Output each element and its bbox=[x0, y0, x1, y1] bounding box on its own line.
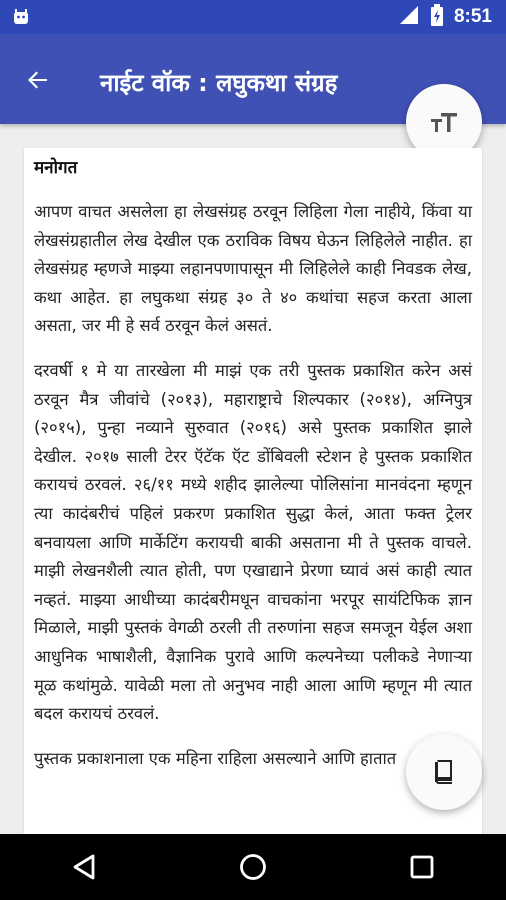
nav-recents-button[interactable] bbox=[392, 837, 452, 897]
page-title: नाईट वॉक : लघुकथा संग्रह bbox=[100, 69, 338, 97]
paragraph: दरवर्षी १ मे या तारखेला मी माझं एक तरी पुस्तक प्रकाशित करेन असं ठरवून मैत्र जीवांचे (२०१३), महाराष्ट्राचे शिल्पकार (२०१४), अग्निपुत्र (२०१५), पुन्हा नव्याने सुरुवात (२०१६) असे पुस्तक प्रकाशित झाले देखील. २०१७ साली टेरर ऍटॅक ऍट डोंबिवली स्टेशन हे पुस्तक प्रकाशित करायचं ठरवलं. २६/११ मध्ये शहीद झालेल्या पोलिसांना मानवंदना म्हणून त्या कादंबरीचं पहिलं प्रकरण प्रकाशित सुद्धा केलं, आता फक्त ट्रेलर बनवायला आणि मार्केटिंग करायची बाकी असताना मी ते पुस्तक वाचले. माझी लेखनशैली त्यात होती, पण एखाद्याने प्रेरणा घ्यावं असं काही त्यात नव्हतं. माझ्या आधीच्या कादंबरीमधून वाचकांना भरपूर सायंटिफिक ज्ञान मिळाले, माझी पुस्तकं वेगळी ठरली ती तरुणांना सहज समजून येईल अशा आधुनिक भाषाशैली, वैज्ञानिक पुरावे आणि कल्पनेच्या पलीकडे नेणाऱ्या मूळ कथांमुळे. यावेळी मला तो अनुभव नाही आला आणि म्हणून मी त्यात बदल करायचं ठरवलं. bbox=[34, 360, 472, 724]
status-icons bbox=[398, 6, 492, 28]
recents-square-icon bbox=[409, 854, 435, 880]
text-size-icon bbox=[430, 111, 458, 133]
navigation-bar bbox=[0, 834, 506, 900]
paragraph: पुस्तक प्रकाशनाला एक महिना राहिला असल्याने आणि हातात bbox=[34, 748, 397, 768]
signal-icon bbox=[398, 4, 420, 30]
section-heading: मनोगत bbox=[34, 158, 78, 178]
nav-back-button[interactable] bbox=[54, 837, 114, 897]
status-bar bbox=[0, 0, 506, 34]
paragraph: आपण वाचत असलेला हा लेखसंग्रह ठरवून लिहिला गेला नाहीये, किंवा या लेखसंग्रहातील लेख देखील एक ठराविक विषय घेऊन लिहिलेले नाहीत. हा लेखसंग्रह म्हणजे माझ्या लहानपणापासून मी लिहिलेले काही निवडक लेख, कथा आहेत. हा लघुकथा संग्रह ३० ते ४० कथांचा सहज करता आला असता, जर मी हे सर्व ठरवून केलं असतं. bbox=[34, 202, 472, 336]
battery-charging-icon bbox=[430, 4, 444, 30]
book-button[interactable] bbox=[406, 734, 482, 810]
clock: 8:51 bbox=[453, 6, 492, 27]
back-button[interactable] bbox=[22, 64, 54, 96]
arrow-left-icon bbox=[25, 67, 51, 93]
android-icon bbox=[12, 8, 30, 26]
home-circle-icon bbox=[238, 852, 268, 882]
back-triangle-icon bbox=[71, 853, 97, 881]
book-icon bbox=[433, 759, 455, 785]
reader-content[interactable] bbox=[24, 148, 482, 834]
nav-home-button[interactable] bbox=[223, 837, 283, 897]
